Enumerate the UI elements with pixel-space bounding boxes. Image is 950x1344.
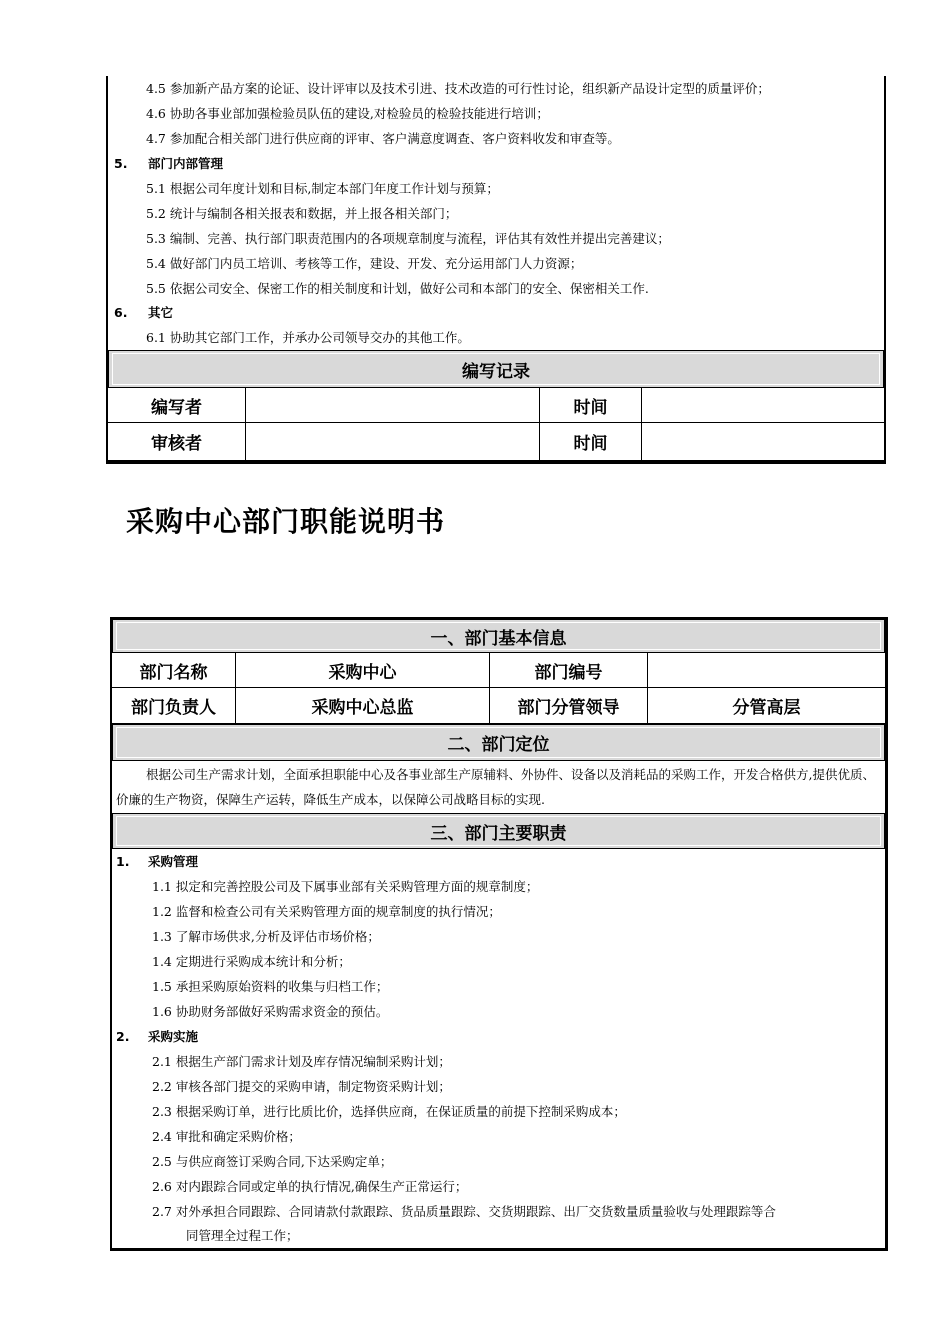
record-row-reviewer: [108, 423, 884, 460]
duty-line: 4.7 参加配合相关部门进行供应商的评审、客户满意度调查、客户资料收发和审查等。: [146, 131, 620, 146]
section-heading: 部门内部管理: [148, 156, 224, 171]
basic-info-row-1: [112, 653, 885, 688]
duty-line: 2.1 根据生产部门需求计划及库存情况编制采购计划；: [152, 1054, 451, 1069]
dept-leader-label: 部门分管领导: [490, 688, 648, 723]
dept-code-value: [648, 653, 885, 687]
author-value: [246, 388, 540, 422]
reviewer-value: [246, 423, 540, 460]
dept-name-label: 部门名称: [112, 653, 236, 687]
dept-code-label: 部门编号: [490, 653, 648, 687]
reviewer-time-value: [642, 423, 884, 460]
duty-line: 5.4 做好部门内员工培训、考核等工作，建设、开发、充分运用部门人力资源；: [146, 256, 583, 271]
record-header: 编写记录: [108, 350, 884, 388]
duty-line: 1.2 监督和检查公司有关采购管理方面的规章制度的执行情况；: [152, 904, 501, 919]
section-heading: 采购实施: [148, 1029, 199, 1044]
duty-line: 5.1 根据公司年度计划和目标,制定本部门年度工作计划与预算；: [146, 181, 499, 196]
duty-line: 4.5 参加新产品方案的论证、设计评审以及技术引进、技术改造的可行性讨论，组织新产品设计定型的质量评价；: [146, 81, 770, 96]
section-number: 5.: [114, 156, 128, 171]
reviewer-label: 审核者: [108, 423, 246, 460]
positioning-text: 根据公司生产需求计划，全面承担职能中心及各事业部生产原辅料、外协件、设备以及消耗品的采购工作，开发合格供方,提供优质、价廉的生产物资，保障生产运转，降低生产成本，以保障公司战略目标的实现.: [116, 767, 875, 807]
duty-line: 1.5 承担采购原始资料的收集与归档工作；: [152, 979, 389, 994]
dept-head-value: 采购中心总监: [236, 688, 490, 723]
duty-line: 2.6 对内跟踪合同或定单的执行情况,确保生产正常运行；: [152, 1179, 468, 1194]
duties-header: 三、部门主要职责: [112, 813, 885, 849]
duty-line-continued: 同管理全过程工作；: [186, 1228, 299, 1243]
duty-line: 1.4 定期进行采购成本统计和分析；: [152, 954, 351, 969]
time-label: 时间: [540, 423, 642, 460]
duty-line: 2.3 根据采购订单，进行比质比价，选择供应商，在保证质量的前提下控制采购成本；: [152, 1104, 626, 1119]
duty-line: 5.5 依据公司安全、保密工作的相关制度和计划，做好公司和本部门的安全、保密相关工作.: [146, 281, 649, 296]
duty-line: 5.3 编制、完善、执行部门职责范围内的各项规章制度与流程，评估其有效性并提出完善建议；: [146, 231, 670, 246]
dept-name-value: 采购中心: [236, 653, 490, 687]
document-title: 采购中心部门职能说明书: [126, 505, 446, 538]
duty-line: 2.5 与供应商签订采购合同,下达采购定单；: [152, 1154, 393, 1169]
section-number: 1.: [116, 854, 130, 869]
basic-info-row-2: [112, 688, 885, 724]
section-number: 6.: [114, 305, 128, 320]
duty-line: 1.1 拟定和完善控股公司及下属事业部有关采购管理方面的规章制度；: [152, 879, 539, 894]
author-label: 编写者: [108, 388, 246, 422]
responsibilities-table-continued: [106, 76, 886, 464]
positioning-header: 二、部门定位: [112, 724, 885, 761]
duty-line: 2.7 对外承担合同跟踪、合同请款付款跟踪、货品质量跟踪、交货期跟踪、出厂交货数量质量验收与处理跟踪等合: [152, 1204, 776, 1219]
section-heading: 其它: [148, 305, 174, 320]
basic-info-header: 一、部门基本信息: [112, 619, 885, 653]
section-heading: 采购管理: [148, 854, 199, 869]
duty-line: 6.1 协助其它部门工作，并承办公司领导交办的其他工作。: [146, 330, 470, 345]
author-time-value: [642, 388, 884, 422]
time-label: 时间: [540, 388, 642, 422]
duty-line: 5.2 统计与编制各相关报表和数据，并上报各相关部门；: [146, 206, 458, 221]
department-function-table: [110, 617, 888, 1251]
duty-line: 1.6 协助财务部做好采购需求资金的预估。: [152, 1004, 389, 1019]
duty-line: 2.4 审批和确定采购价格；: [152, 1129, 301, 1144]
record-row-author: [108, 388, 884, 423]
duty-line: 4.6 协助各事业部加强检验员队伍的建设,对检验员的检验技能进行培训；: [146, 106, 549, 121]
duty-line: 2.2 审核各部门提交的采购申请，制定物资采购计划；: [152, 1079, 451, 1094]
section-number: 2.: [116, 1029, 130, 1044]
dept-head-label: 部门负责人: [112, 688, 236, 723]
duty-line: 1.3 了解市场供求,分析及评估市场价格；: [152, 929, 380, 944]
dept-leader-value: 分管高层: [732, 698, 801, 718]
